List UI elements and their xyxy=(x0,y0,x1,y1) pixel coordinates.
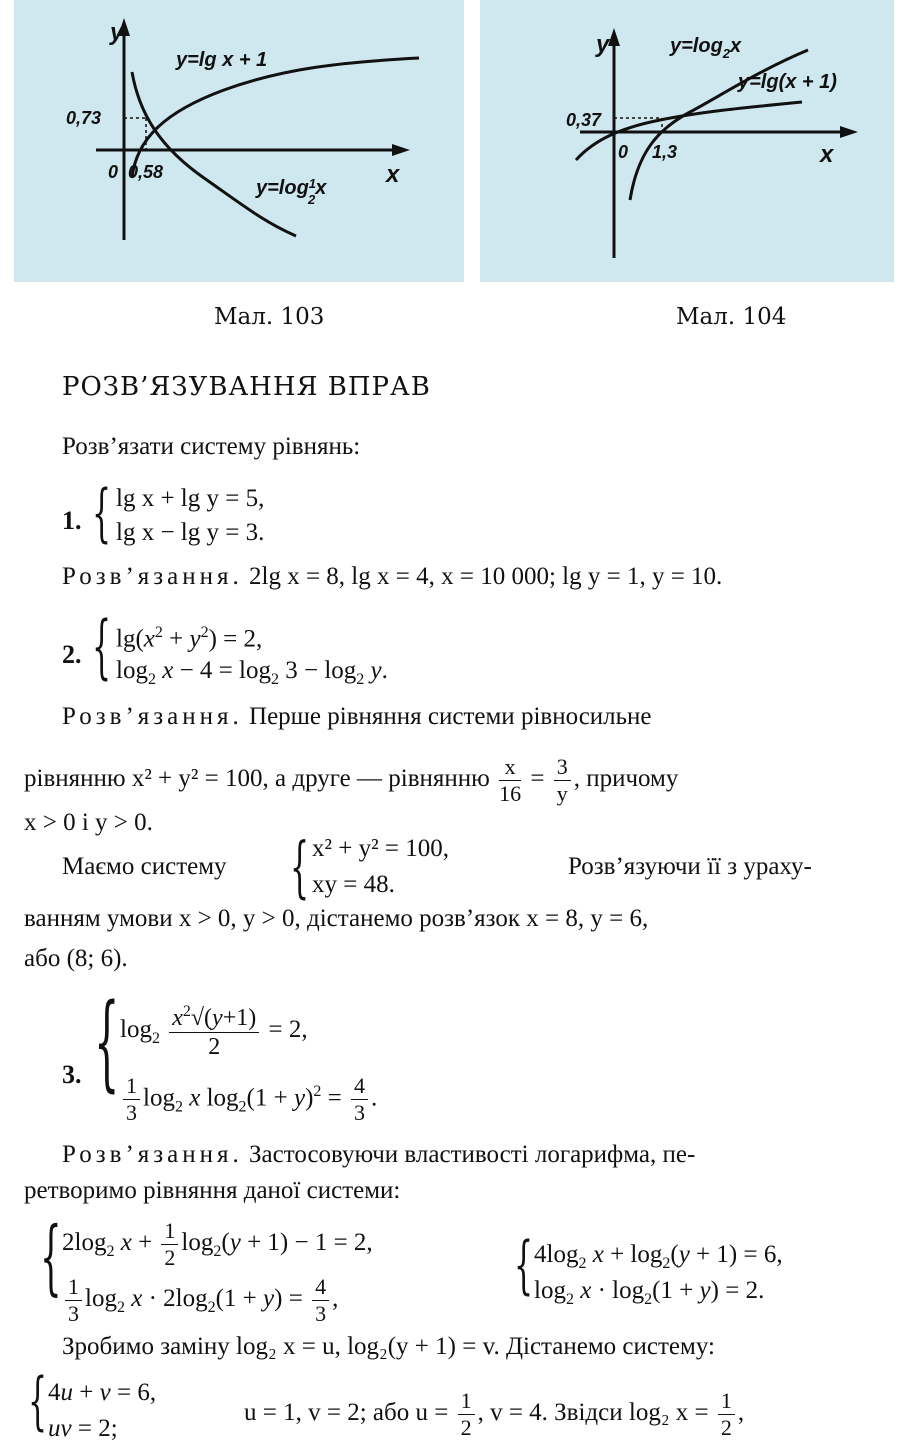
graph-104 xyxy=(480,0,894,282)
system-brace: { xyxy=(92,608,112,689)
fraction-x-16: $\frac{x}{16}$ xyxy=(499,754,522,806)
y-axis-label: y xyxy=(596,31,610,58)
system-brace: { xyxy=(28,1366,48,1440)
ex3-solution-line1: Розв’язання. Застосовуючи властивості логарифма, пе- xyxy=(62,1141,696,1168)
solution-label: Розв’язання. xyxy=(62,563,243,590)
system-brace: { xyxy=(92,478,112,552)
ex1-eq2: lg x − lg y = 3. xyxy=(116,519,265,546)
ex3-simplified-eq2: $\log_2 x \cdot \log_2(1 + y) = 2$. xyxy=(534,1277,765,1308)
y-tick-label: 0,73 xyxy=(66,108,102,128)
ex3-uv-eq1: 4u + v = 6, xyxy=(48,1379,157,1406)
exercise-1-number: 1. xyxy=(62,506,82,535)
caption-104: Мал. 104 xyxy=(676,304,787,330)
ex3-transform-eq1: $2\log_2$ x + $\frac{1}{2}$ $\log_2(y + 1) - 1 = 2$, xyxy=(62,1218,373,1270)
system-brace: { xyxy=(290,830,310,907)
solution-label: Розв’язання. xyxy=(62,1141,243,1168)
ex3-simplified-eq1: $4\log_2$ $x + \log_2(y + 1) = 6$, xyxy=(534,1241,783,1272)
ex2-line5: ванням умови x > 0, y > 0, дістанемо розв’язок x = 8, y = 6, xyxy=(24,905,649,932)
solution-label: Розв’язання. xyxy=(62,703,243,730)
y-axis-arrow xyxy=(608,28,620,46)
figure-103 xyxy=(14,0,464,282)
curve1-label: $y=\log_2x$ xyxy=(670,35,742,61)
y-axis-label: y xyxy=(110,19,124,46)
ex3-transform-eq2: $\frac{1}{3}$ $\log_2 x \cdot 2\log_2(1 + y)$ = $\frac{4}{3}$ , xyxy=(62,1276,896,1327)
ex1-solution: Розв’язання. 2lg x = 8, lg x = 4, x = 10 000; lg y = 1, y = 10. xyxy=(62,563,723,590)
caption-103: Мал. 103 xyxy=(214,304,325,330)
exercise-2-number: 2. xyxy=(62,640,82,669)
origin-label: 0 xyxy=(108,162,119,182)
ex2-sys-eq1: x² + y² = 100, xyxy=(312,835,449,862)
ex3-uv-eq2: uv = 2; xyxy=(48,1415,118,1442)
ex3-result: u = 1, v = 2; або u = $\frac{1}{2}$ , v = 4. Звідси log₂ x = $\frac{1}{2}$ , xyxy=(244,1388,745,1440)
curve1-label: y=lg x + 1 xyxy=(176,49,268,71)
fraction-3-y: $\frac{3}{y}$ xyxy=(554,756,571,805)
ex1-eq1: lg x + lg y = 5, xyxy=(116,485,265,512)
ex3-solution-line2: ретворимо рівняння даної системи: xyxy=(24,1177,401,1204)
system-brace: { xyxy=(40,1210,62,1306)
ex2-line6: або (8; 6). xyxy=(24,945,128,972)
x-tick-label: 0,58 xyxy=(128,162,164,182)
task-intro: Розв’язати систему рівнянь: xyxy=(62,433,361,460)
section-heading: РОЗВ’ЯЗУВАННЯ ВПРАВ xyxy=(62,372,431,402)
ex2-solution-line2: рівнянню x² + y² = 100, а друге — рівнянню $\frac{x}{16}$ = $\frac{3}{y}$ , причому xyxy=(24,754,679,806)
x-axis-arrow xyxy=(392,144,410,156)
curve2-label: $y=\log^1$ 2x xyxy=(256,176,327,207)
x-tick-label: 1,3 xyxy=(652,142,678,162)
y-tick-label: 0,37 xyxy=(566,110,602,130)
x-axis-label: x xyxy=(386,161,400,188)
exercise-3-number: 3. xyxy=(62,1060,82,1089)
ex2-sys-eq2: xy = 48. xyxy=(312,871,395,898)
origin-label: 0 xyxy=(618,142,629,162)
ex2-solution-line3: x > 0 і y > 0. xyxy=(24,809,153,836)
ex2-eq2: $\log_2 x - 4 = \log_2 3 - \log_2 y$. xyxy=(116,657,388,688)
curve-lg-x-plus-1 xyxy=(132,58,419,178)
curve-log-half xyxy=(132,72,296,236)
x-axis-label: x xyxy=(820,141,834,168)
system-brace: { xyxy=(514,1230,534,1304)
figure-104 xyxy=(480,0,894,282)
ex2-solution-line1: Розв’язання. Перше рівняння системи рівносильне xyxy=(62,703,652,730)
x-axis-arrow xyxy=(840,126,858,138)
ex2-have-system: Маємо систему xyxy=(62,853,227,880)
ex3-eq2: $\frac{1}{3}$ $\log_2 x$ $\log_2(1 + y)^2$ = $\frac{4}{3}$ . xyxy=(120,1068,896,1131)
system-brace: { xyxy=(94,984,120,1104)
curve2-label: y=lg(x + 1) xyxy=(738,71,837,93)
ex2-eq1: $\lg(x^2 + y^2) = 2$, xyxy=(116,624,263,653)
ex2-after-system: Розв’язуючи її з ураху- xyxy=(568,853,812,880)
ex3-eq1: $\log_2$ $\frac{x^2√(y+1)}{2}$ = 2, xyxy=(120,1003,308,1060)
ex3-substitution: Зробимо заміну log₂ x = u, log₂(y + 1) = v. Дістанемо систему: xyxy=(62,1333,715,1360)
graph-103 xyxy=(14,0,464,282)
